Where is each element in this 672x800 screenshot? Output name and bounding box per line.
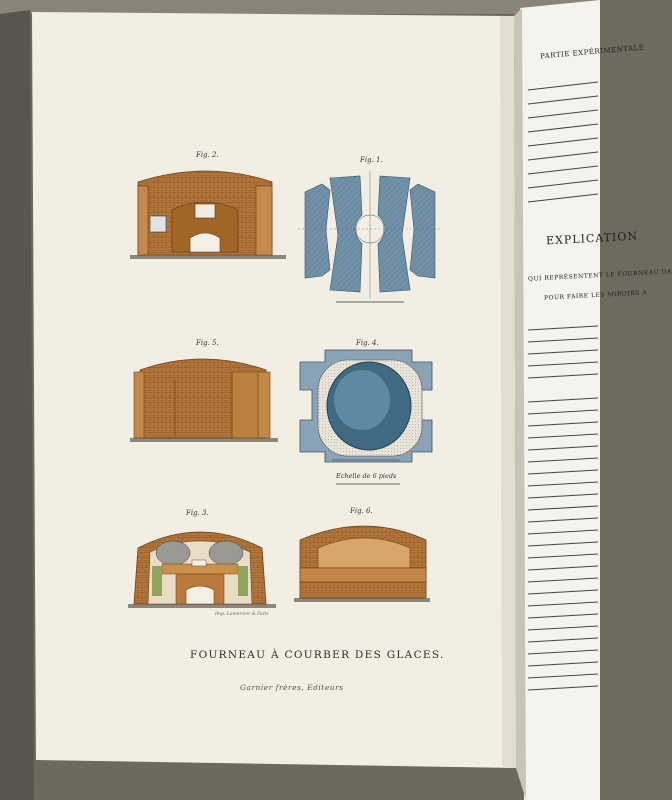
fig6-caption: Fig. 6. (350, 507, 373, 515)
fig3-caption: Fig. 3. (186, 509, 209, 517)
imprint-line: Imp. Lemercier & Paris (215, 612, 269, 617)
fig5-elevation (130, 359, 278, 442)
gutter-shade (500, 16, 516, 768)
fig2-elevation (130, 171, 286, 259)
publisher-line: Garnier frères, Editeurs (240, 683, 344, 692)
facing-sub2: POUR FAIRE LES MIROIRS A (543, 289, 648, 302)
facing-header: PARTIE EXPÉRIMENTALE (539, 43, 645, 61)
facing-heading: EXPLICATION (545, 229, 639, 248)
fig1-caption: Fig. 1. (360, 156, 383, 164)
fig4-caption: Fig. 4. (356, 339, 379, 347)
scale-label: Echelle de 6 pieds (336, 472, 397, 480)
fig6-section (294, 526, 430, 602)
table-edge-top (0, 0, 600, 14)
plate-title: FOURNEAU À COURBER DES GLACES. (190, 649, 445, 661)
fig2-caption: Fig. 2. (196, 151, 219, 159)
facing-sub1: QUI REPRÉSENTENT LE FOURNEAU DA (527, 268, 672, 283)
left-page-shadow (0, 10, 34, 800)
fig5-caption: Fig. 5. (196, 339, 219, 347)
